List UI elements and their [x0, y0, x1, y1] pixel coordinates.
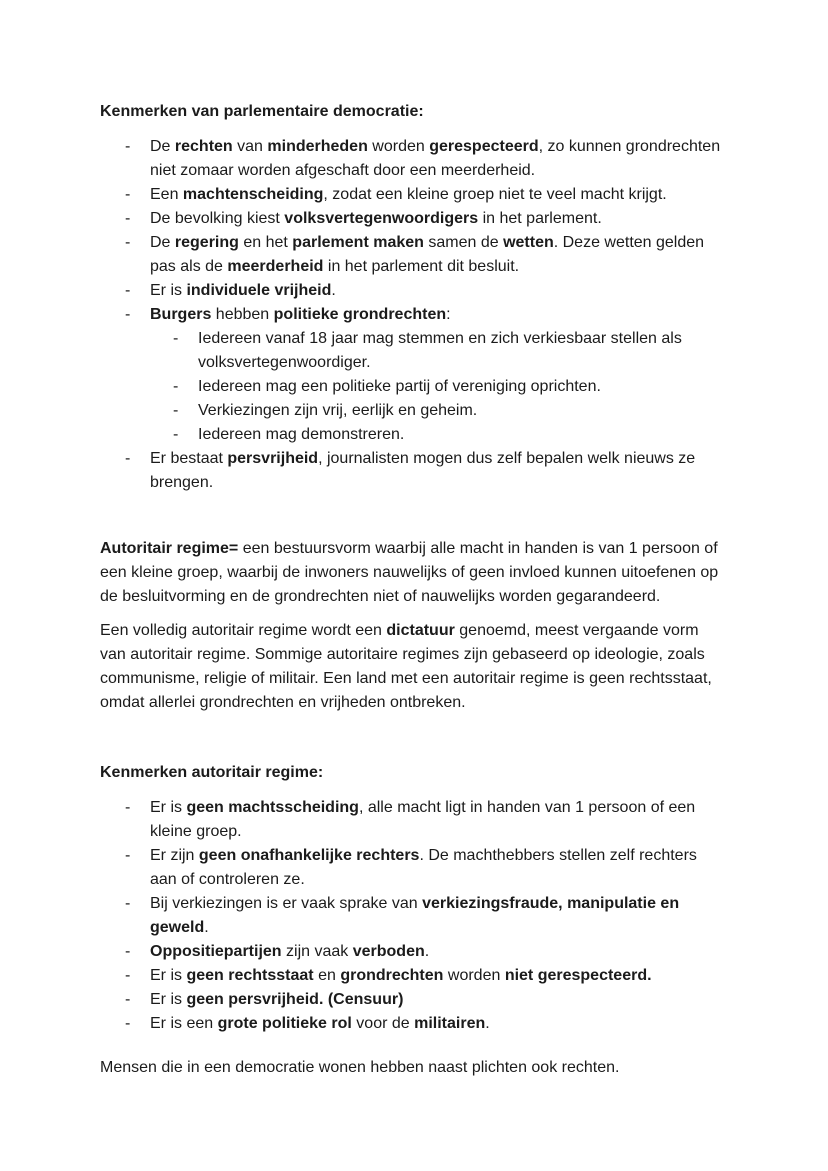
list-item [125, 1012, 728, 1036]
list-autoritair-regime [125, 796, 728, 1036]
list-item-text: Verkiezingen zijn vrij, eerlijk en geheim. [198, 402, 478, 419]
list-item [125, 231, 728, 279]
dash-bullet: - [173, 426, 179, 443]
list-item-text: De bevolking kiest volksvertegenwoordigers in het parlement. [150, 210, 602, 227]
list-item [125, 279, 728, 303]
list-item [173, 423, 728, 447]
dash-bullet: - [173, 330, 179, 347]
dash-bullet: - [125, 306, 131, 323]
sublist-politieke-grondrechten [173, 327, 728, 447]
list-item-text: Bij verkiezingen is er vaak sprake van verkiezingsfraude, manipulatie en geweld. [150, 895, 680, 936]
list-item-text: Er bestaat persvrijheid, journalisten mogen dus zelf bepalen welk nieuws ze brengen. [150, 450, 696, 491]
list-item [173, 399, 728, 423]
dash-bullet: - [125, 282, 131, 299]
list-item-text: Oppositiepartijen zijn vaak verboden. [150, 943, 430, 960]
paragraph-rechten-plichten: Mensen die in een democratie wonen hebben naast plichten ook rechten. [100, 1059, 620, 1076]
list-item [125, 940, 728, 964]
list-item-text: Er is geen persvrijheid. (Censuur) [150, 991, 404, 1008]
list-item [125, 844, 728, 892]
list-item [125, 183, 728, 207]
list-item-text: Er is een grote politieke rol voor de militairen. [150, 1015, 490, 1032]
dash-bullet: - [125, 847, 131, 864]
paragraph-dictatuur: Een volledig autoritair regime wordt een dictatuur genoemd, meest vergaande vorm van autoritair regime. Sommige autoritaire regimes zijn gebaseerd op ideologie, zoals communisme, religie of militair. Een land met een autoritair regime is geen rechtsstaat, omdat allerlei grondrechten en vrijheden ontbreken. [100, 622, 712, 711]
dash-bullet: - [125, 895, 131, 912]
list-item [125, 964, 728, 988]
dash-bullet: - [173, 378, 179, 395]
list-item-text: Iedereen vanaf 18 jaar mag stemmen en zich verkiesbaar stellen als volksvertegenwoordiger. [198, 330, 682, 371]
list-item [173, 375, 728, 399]
list-item [125, 207, 728, 231]
heading-kenmerken-parlementaire-democratie: Kenmerken van parlementaire democratie: [100, 103, 424, 120]
dash-bullet: - [125, 138, 131, 155]
list-item [173, 327, 728, 375]
list-item-text: Er is individuele vrijheid. [150, 282, 336, 299]
list-item-text: Iedereen mag een politieke partij of vereniging oprichten. [198, 378, 601, 395]
dash-bullet: - [125, 799, 131, 816]
dash-bullet: - [125, 991, 131, 1008]
list-item-text: De regering en het parlement maken samen de wetten. Deze wetten gelden pas als de meerderheid in het parlement dit besluit. [150, 234, 705, 275]
dash-bullet: - [173, 402, 179, 419]
list-item-text: Er zijn geen onafhankelijke rechters. De machthebbers stellen zelf rechters aan of controleren ze. [150, 847, 697, 888]
list-parlementaire-democratie [125, 135, 728, 495]
list-item-text: Een machtenscheiding, zodat een kleine groep niet te veel macht krijgt. [150, 186, 667, 203]
dash-bullet: - [125, 943, 131, 960]
list-item-text: Er is geen machtsscheiding, alle macht ligt in handen van 1 persoon of een kleine groep. [150, 799, 696, 840]
list-item [125, 303, 728, 447]
dash-bullet: - [125, 186, 131, 203]
dash-bullet: - [125, 967, 131, 984]
list-item-text: De rechten van minderheden worden gerespecteerd, zo kunnen grondrechten niet zomaar worden afgeschaft door een meerderheid. [150, 138, 721, 179]
list-item [125, 988, 728, 1012]
list-item-text: Iedereen mag demonstreren. [198, 426, 405, 443]
list-item-text: Burgers hebben politieke grondrechten: [150, 306, 451, 323]
paragraph-autoritair-regime-definitie: Autoritair regime= een bestuursvorm waarbij alle macht in handen is van 1 persoon of een kleine groep, waarbij de inwoners nauwelijks of geen invloed kunnen uitoefenen op de besluitvorming en de grondrechten niet of nauwelijks worden gegarandeerd. [100, 540, 719, 605]
list-item-text: Er is geen rechtsstaat en grondrechten worden niet gerespecteerd. [150, 967, 652, 984]
heading-kenmerken-autoritair-regime: Kenmerken autoritair regime: [100, 764, 324, 781]
dash-bullet: - [125, 210, 131, 227]
dash-bullet: - [125, 450, 131, 467]
dash-bullet: - [125, 1015, 131, 1032]
list-item [125, 135, 728, 183]
list-item-body [150, 303, 728, 447]
dash-bullet: - [125, 234, 131, 251]
list-item [125, 447, 728, 495]
list-item [125, 796, 728, 844]
list-item [125, 892, 728, 940]
